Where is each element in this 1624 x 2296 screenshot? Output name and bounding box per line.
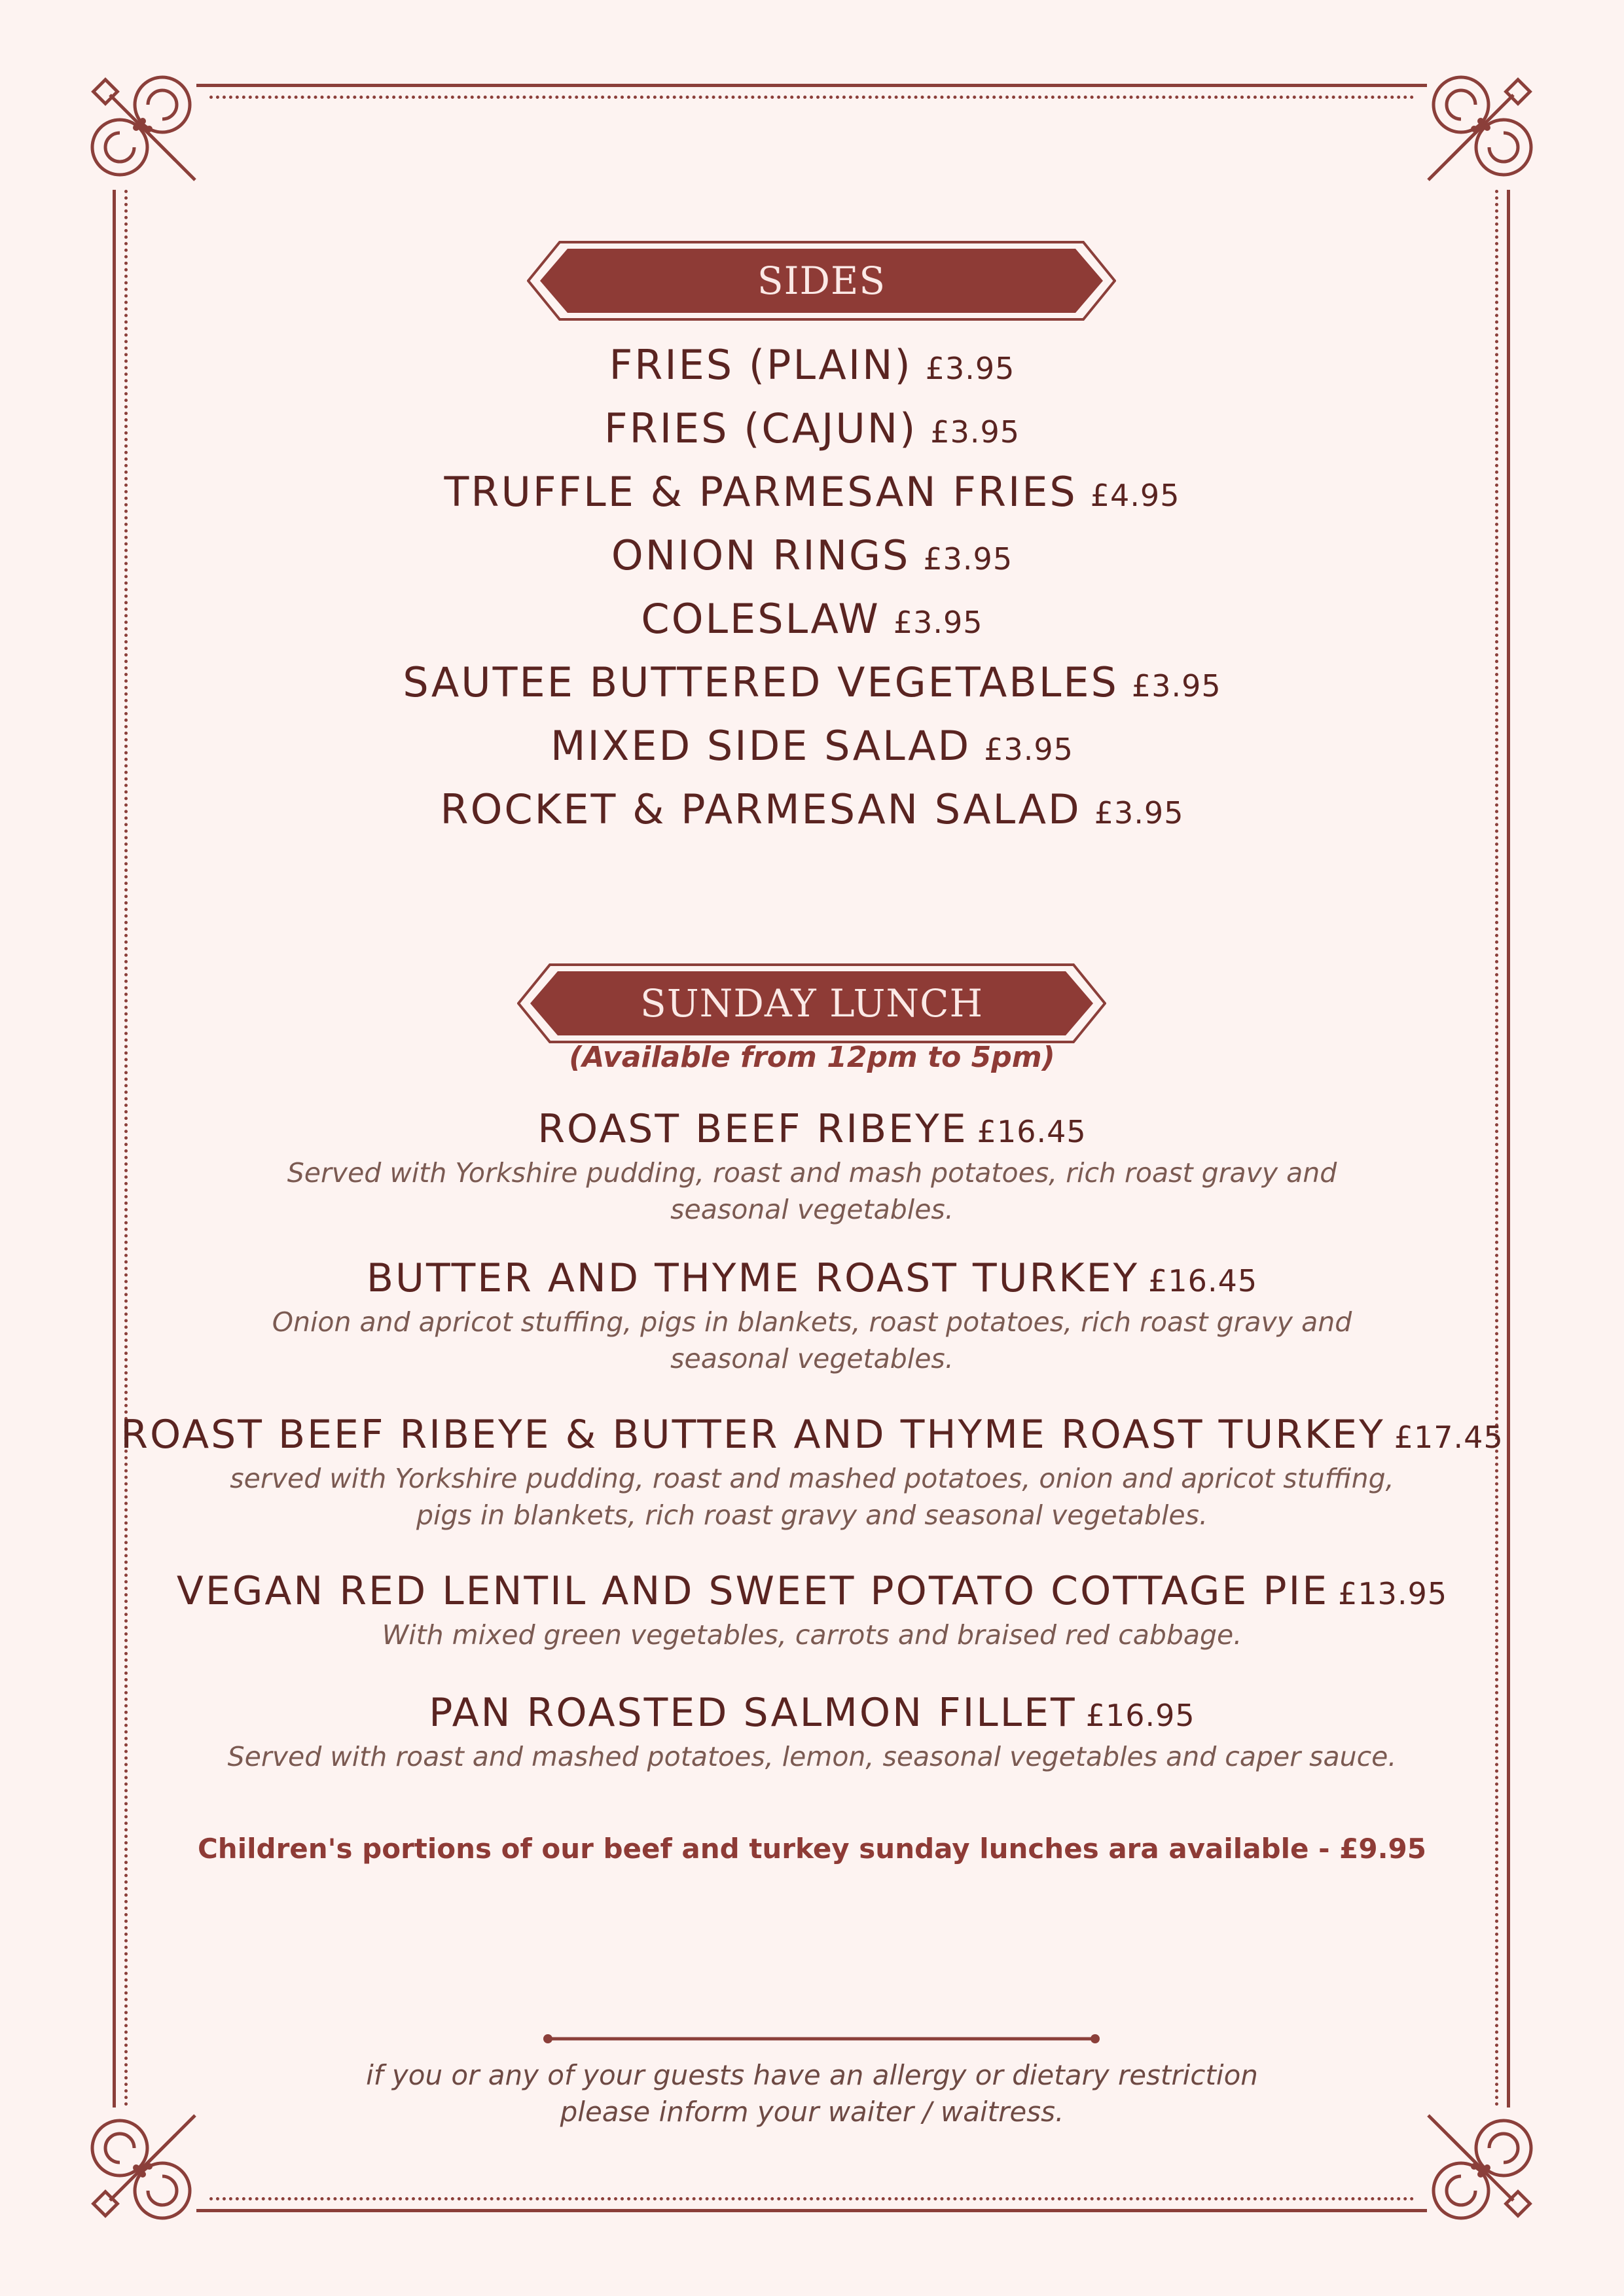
frame-top-line xyxy=(196,84,1427,87)
item-price: £3.95 xyxy=(1131,668,1221,704)
item-name: ROCKET & PARMESAN SALAD xyxy=(440,785,1081,833)
item-price: £4.95 xyxy=(1090,478,1180,513)
item-price: £3.95 xyxy=(1094,795,1184,831)
dish-item xyxy=(0,1690,1624,1775)
allergy-line: if you or any of your guests have an allergy or dietary restriction xyxy=(366,2059,1258,2091)
sunday-lunch-title: SUNDAY LUNCH xyxy=(640,981,984,1026)
frame-bottom-line xyxy=(196,2209,1427,2212)
dish-name: ROAST BEEF RIBEYE xyxy=(537,1106,968,1152)
dish-item xyxy=(0,1568,1624,1653)
frame-top-dotted xyxy=(209,96,1415,99)
dish-description: served with Yorkshire pudding, roast and mashed potatoes, onion and apricot stuffing, xyxy=(230,1463,1394,1494)
dish-price: £13.95 xyxy=(1338,1576,1448,1611)
list-item xyxy=(0,399,1624,462)
item-price: £3.95 xyxy=(925,351,1015,386)
list-item xyxy=(0,716,1624,780)
item-name: COLESLAW xyxy=(641,595,880,643)
item-name: SAUTEE BUTTERED VEGETABLES xyxy=(403,658,1119,706)
allergy-line: please inform your waiter / waitress. xyxy=(560,2096,1064,2128)
dish-price: £16.45 xyxy=(977,1114,1087,1149)
list-item xyxy=(0,526,1624,589)
sunday-lunch-banner xyxy=(517,963,1106,1043)
sides-banner xyxy=(527,241,1116,321)
dish-description: Served with Yorkshire pudding, roast and mash potatoes, rich roast gravy and xyxy=(287,1157,1337,1189)
item-name: MIXED SIDE SALAD xyxy=(550,722,971,770)
dish-name: ROAST BEEF RIBEYE & BUTTER AND THYME ROAST TURKEY xyxy=(120,1412,1385,1458)
dish-description: seasonal vegetables. xyxy=(670,1194,954,1225)
item-name: FRIES (PLAIN) xyxy=(609,341,912,389)
divider-line xyxy=(543,2034,1100,2043)
list-item xyxy=(0,589,1624,653)
sides-list xyxy=(0,335,1624,843)
dish-description: pigs in blankets, rich roast gravy and seasonal vegetables. xyxy=(416,1499,1208,1531)
corner-ornament-icon xyxy=(1422,69,1540,187)
dish-description: With mixed green vegetables, carrots and braised red cabbage. xyxy=(382,1619,1242,1651)
dish-item xyxy=(0,1106,1624,1228)
list-item xyxy=(0,653,1624,716)
allergy-note xyxy=(0,2057,1624,2130)
dish-description: seasonal vegetables. xyxy=(670,1343,954,1374)
item-price: £3.95 xyxy=(984,732,1074,767)
dish-item xyxy=(0,1412,1624,1534)
item-price: £3.95 xyxy=(923,541,1013,577)
list-item xyxy=(0,780,1624,843)
dish-description: Onion and apricot stuffing, pigs in blankets, roast potatoes, rich roast gravy and xyxy=(272,1306,1352,1338)
corner-ornament-icon xyxy=(84,69,202,187)
dish-name: PAN ROASTED SALMON FILLET xyxy=(429,1690,1077,1736)
item-name: ONION RINGS xyxy=(611,531,911,579)
list-item xyxy=(0,335,1624,399)
dish-price: £16.45 xyxy=(1148,1263,1258,1299)
dish-description: Served with roast and mashed potatoes, lemon, seasonal vegetables and caper sauce. xyxy=(227,1741,1397,1772)
dish-item xyxy=(0,1255,1624,1377)
sides-title: SIDES xyxy=(757,259,886,303)
dish-name: VEGAN RED LENTIL AND SWEET POTATO COTTAGE PIE xyxy=(176,1568,1329,1614)
list-item xyxy=(0,462,1624,526)
item-price: £3.95 xyxy=(893,605,983,640)
item-name: FRIES (CAJUN) xyxy=(604,404,918,452)
dish-name: BUTTER AND THYME ROAST TURKEY xyxy=(366,1255,1140,1301)
availability-note: (Available from 12pm to 5pm) xyxy=(569,1041,1055,1074)
frame-bottom-dotted xyxy=(209,2197,1415,2200)
dish-price: £16.95 xyxy=(1085,1698,1195,1733)
item-name: TRUFFLE & PARMESAN FRIES xyxy=(444,468,1077,516)
item-price: £3.95 xyxy=(930,414,1020,450)
children-portions-note: Children's portions of our beef and turkey sunday lunches ara available - £9.95 xyxy=(197,1833,1427,1865)
dish-price: £17.45 xyxy=(1394,1420,1504,1455)
